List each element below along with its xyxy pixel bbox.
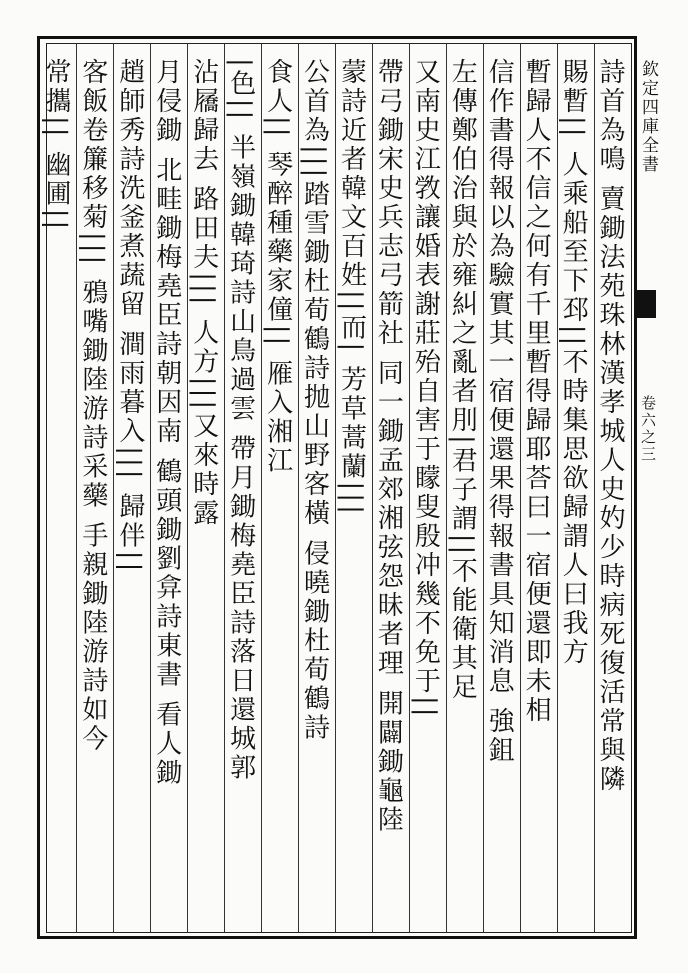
column-rule bbox=[113, 44, 114, 932]
column-rule bbox=[594, 44, 595, 932]
column-rule bbox=[76, 44, 77, 932]
column-rule bbox=[298, 44, 299, 932]
text-column: 蒙詩近者韓文百姓||而| 芳草蒿蘭||| bbox=[336, 58, 367, 517]
text-column: 客飯卷簾移菊||| 鴉嘴鋤陸游詩采藥 手親鋤陸游詩如今 bbox=[77, 58, 108, 754]
text-column: 暫歸人不信之何有千里暫得歸耶荅曰一宿便還即未相 bbox=[521, 58, 552, 725]
margin-juan-number: 卷六之三 bbox=[639, 395, 657, 463]
text-column: 趙師秀詩洗釜煮蔬留 澗雨暮入||| 歸伴|| bbox=[114, 58, 145, 575]
text-column: |色|| 半嶺鋤韓琦詩山鳥過雲 帶月鋤梅堯臣詩落日還城郭 bbox=[225, 58, 256, 783]
column-rule bbox=[187, 44, 188, 932]
text-column: 信作書得報以為驗實其一宿便還果得報書具知消息 強鉏 bbox=[484, 58, 515, 766]
text-column: 公首為|||踏雪鋤杜荀鶴詩抛山野客橫 侵曉鋤杜荀鶴詩 bbox=[299, 58, 330, 743]
column-rule bbox=[335, 44, 336, 932]
text-column: 帶弓鋤宋史兵志弓箭社 同一鋤孟郊湘弦怨昧者理 開闢鋤龜陸 bbox=[373, 58, 404, 835]
text-column: 常攜|| 幽圃|| bbox=[41, 58, 71, 233]
column-rule bbox=[446, 44, 447, 932]
column-rule bbox=[557, 44, 558, 932]
text-column: 月侵鋤 北畦鋤梅堯臣詩朝因南 鶴頭鋤劉弇詩東書 看人鋤 bbox=[151, 58, 182, 788]
column-rule bbox=[224, 44, 225, 932]
column-rule bbox=[372, 44, 373, 932]
text-column: 左傳鄭伯治與於雍糾之亂者刖|君子謂||不能衛其足 bbox=[447, 58, 478, 703]
text-column: 詩首為鳴 賣鋤法苑珠林漢孝城人史妁少時病死復活常與隣 bbox=[595, 58, 625, 795]
column-rule bbox=[483, 44, 484, 932]
text-column: 賜暫|| 人乘船至下邳||不時集思欲歸謂人曰我方 bbox=[558, 58, 589, 668]
text-column: 沾屩歸去 路田夫||| 人方|||又來時露 bbox=[188, 58, 219, 529]
text-column: 食人|| 琴醉種藥家僮|| 雁入湘江 bbox=[262, 58, 293, 476]
margin-title: 欽定四庫全書 bbox=[638, 60, 658, 174]
column-rule bbox=[520, 44, 521, 932]
column-rule bbox=[261, 44, 262, 932]
column-rule bbox=[150, 44, 151, 932]
column-rule bbox=[409, 44, 410, 932]
text-column: 又南史江敩讓婚表謝莊殆自害于矇叟殷冲幾不免于|| bbox=[410, 58, 441, 720]
fishtail-mark bbox=[636, 290, 656, 318]
